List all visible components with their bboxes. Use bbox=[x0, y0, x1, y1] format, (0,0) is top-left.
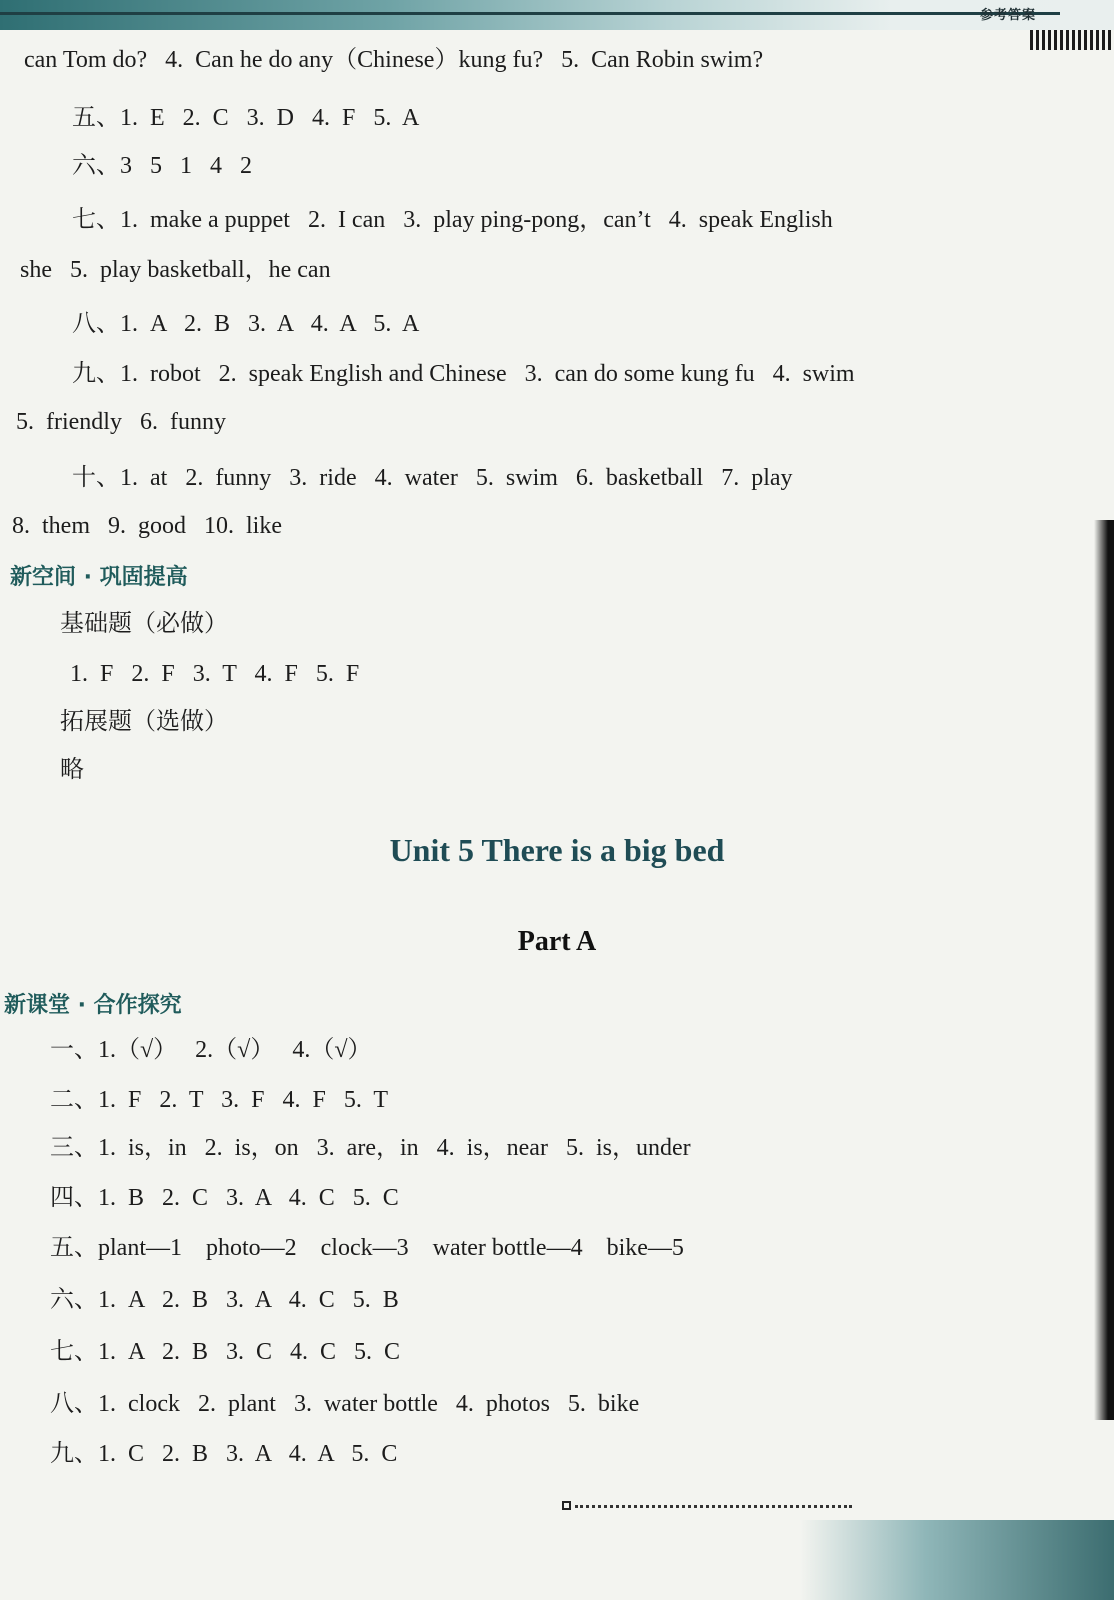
answer-line: 九、1. robot 2. speak English and Chinese 3. can do some kung fu 4. swim bbox=[72, 361, 855, 387]
answer-line: 九、1. C 2. B 3. A 4. A 5. C bbox=[50, 1441, 398, 1467]
answer-line: can Tom do? 4. Can he do any（Chinese）kung fu? 5. Can Robin swim? bbox=[24, 47, 764, 73]
answer-line: 1. F 2. F 3. T 4. F 5. F bbox=[70, 661, 360, 687]
section-heading: 新空间 · 巩固提高 bbox=[10, 565, 188, 590]
answer-line: 略 bbox=[60, 757, 84, 783]
footer-dots bbox=[575, 1503, 852, 1508]
answer-line: 8. them 9. good 10. like bbox=[12, 513, 282, 539]
unit-title: Unit 5 There is a big bed bbox=[389, 832, 725, 868]
header-band bbox=[0, 0, 1114, 30]
footer-square-icon bbox=[562, 1501, 571, 1510]
answer-line: 基础题（必做） bbox=[60, 611, 228, 637]
part-title: Part A bbox=[517, 926, 597, 957]
answer-line: 四、1. B 2. C 3. A 4. C 5. C bbox=[50, 1185, 399, 1211]
answer-line: 七、1. make a puppet 2. I can 3. play ping-pong，can’t 4. speak English bbox=[72, 207, 833, 233]
answer-line: 六、3 5 1 4 2 bbox=[72, 153, 252, 179]
header-tick-marks bbox=[1030, 30, 1114, 50]
answer-line: she 5. play basketball，he can bbox=[20, 257, 331, 283]
answer-line: 五、plant—1 photo—2 clock—3 water bottle—4 bike—5 bbox=[50, 1235, 684, 1261]
answer-line: 5. friendly 6. funny bbox=[16, 409, 226, 435]
answer-line: 十、1. at 2. funny 3. ride 4. water 5. swim 6. basketball 7. play bbox=[72, 465, 793, 491]
header-rule bbox=[0, 12, 1060, 15]
answer-line: 七、1. A 2. B 3. C 4. C 5. C bbox=[50, 1339, 401, 1365]
answer-line: 三、1. is，in 2. is，on 3. are，in 4. is，near 5. is，under bbox=[50, 1135, 691, 1161]
answer-line: 二、1. F 2. T 3. F 4. F 5. T bbox=[50, 1087, 389, 1113]
footer-band bbox=[800, 1520, 1114, 1600]
header-label: 参考答案 bbox=[979, 8, 1036, 23]
footer-dotted-rule bbox=[562, 1500, 852, 1510]
page-edge-shadow bbox=[1094, 520, 1114, 1420]
answer-line: 一、1.（√） 2.（√） 4.（√） bbox=[50, 1037, 372, 1063]
section-heading: 新课堂 · 合作探究 bbox=[4, 993, 182, 1018]
answer-line: 八、1. A 2. B 3. A 4. A 5. A bbox=[72, 311, 420, 337]
answer-line: 五、1. E 2. C 3. D 4. F 5. A bbox=[72, 105, 420, 131]
answer-line: 六、1. A 2. B 3. A 4. C 5. B bbox=[50, 1287, 399, 1313]
answer-line: 拓展题（选做） bbox=[60, 709, 228, 735]
answer-line: 八、1. clock 2. plant 3. water bottle 4. photos 5. bike bbox=[50, 1391, 640, 1417]
